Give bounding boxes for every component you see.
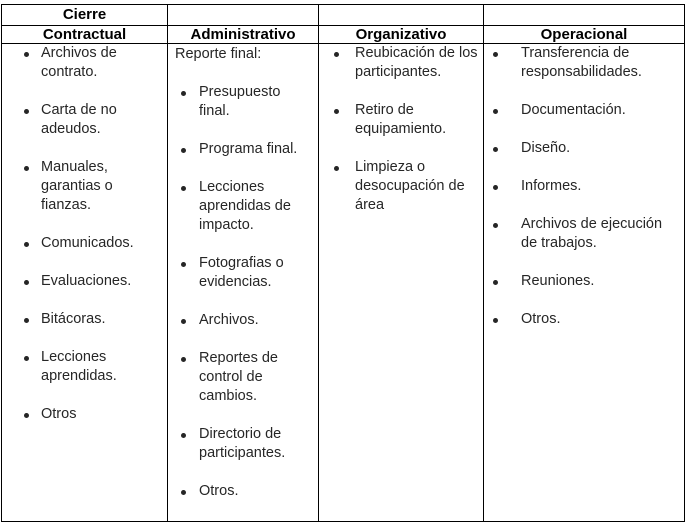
bullet-icon (24, 166, 29, 171)
list-item (2, 405, 167, 424)
list-item-text: Limpieza o desocupación de área (355, 159, 465, 213)
bullet-icon (181, 433, 186, 438)
list-item-text: Informes. (521, 178, 582, 194)
administrativo-cell (168, 44, 319, 522)
list-item (484, 177, 684, 196)
list-item (2, 44, 167, 82)
header-operacional: Operacional (484, 26, 685, 44)
list-item-text: Reportes de control de cambios. (199, 350, 278, 404)
bullet-icon (181, 91, 186, 96)
bullet-icon (24, 52, 29, 57)
contractual-cell (2, 44, 168, 522)
bullet-icon (181, 357, 186, 362)
list-item-text: Lecciones aprendidas. (41, 349, 117, 384)
bullet-icon (493, 223, 498, 228)
administrativo-intro: Reporte final: (175, 46, 262, 62)
bullet-icon (24, 280, 29, 285)
list-item-text: Lecciones aprendidas de impacto. (199, 179, 291, 233)
list-item (484, 139, 684, 158)
administrativo-list (168, 83, 318, 501)
list-item (2, 272, 167, 291)
list-item-text: Reubicación de los participantes. (355, 45, 478, 80)
header-blank-2 (319, 5, 484, 26)
list-item-text: Otros. (199, 483, 239, 499)
list-item (2, 234, 167, 253)
header-administrativo: Administrativo (168, 26, 319, 44)
list-item (168, 311, 318, 330)
header-cierre: Cierre (2, 5, 168, 26)
bullet-icon (24, 356, 29, 361)
bullet-icon (181, 319, 186, 324)
contractual-list (2, 44, 167, 424)
list-item (168, 140, 318, 159)
list-item-text: Evaluaciones. (41, 273, 132, 289)
list-item-text: Comunicados. (41, 235, 134, 251)
operacional-cell (484, 44, 685, 522)
list-item (168, 178, 318, 235)
bullet-icon (24, 109, 29, 114)
list-item-text: Fotografias o evidencias. (199, 255, 284, 290)
list-item-text: Otros. (521, 311, 561, 327)
closure-table (1, 4, 685, 522)
list-item (168, 482, 318, 501)
list-item (484, 215, 684, 253)
header-blank-1 (168, 5, 319, 26)
list-item (2, 310, 167, 329)
list-item (484, 101, 684, 120)
list-item (484, 310, 684, 329)
list-item-text: Documentación. (521, 102, 626, 118)
bullet-icon (181, 186, 186, 191)
operacional-list (484, 44, 684, 329)
list-item-text: Programa final. (199, 141, 298, 157)
list-item (484, 272, 684, 291)
organizativo-cell (319, 44, 484, 522)
bullet-icon (493, 280, 498, 285)
bullet-icon (24, 413, 29, 418)
list-item-text: Reuniones. (521, 273, 595, 289)
bullet-icon (334, 166, 339, 171)
bullet-icon (493, 147, 498, 152)
list-item (2, 158, 167, 215)
list-item-text: Diseño. (521, 140, 571, 156)
bullet-icon (493, 52, 498, 57)
list-item (168, 83, 318, 121)
list-item-text: Archivos. (199, 312, 259, 328)
bullet-icon (181, 148, 186, 153)
list-item-text: Bitácoras. (41, 311, 106, 327)
bullet-icon (334, 109, 339, 114)
header-organizativo: Organizativo (319, 26, 484, 44)
bullet-icon (24, 242, 29, 247)
list-item-text: Carta de no adeudos. (41, 102, 117, 137)
list-item-text: Directorio de participantes. (199, 426, 286, 461)
list-item-text: Archivos de contrato. (41, 45, 117, 80)
list-item-text: Retiro de equipamiento. (355, 102, 447, 137)
bullet-icon (181, 490, 186, 495)
list-item-text: Manuales, garantias o fianzas. (41, 159, 113, 213)
list-item (168, 425, 318, 463)
bullet-icon (493, 109, 498, 114)
header-contractual: Contractual (2, 26, 168, 44)
bullet-icon (24, 318, 29, 323)
list-item-text: Otros (41, 406, 77, 422)
bullet-icon (493, 185, 498, 190)
list-item (319, 44, 483, 82)
organizativo-list (319, 44, 483, 215)
list-item (484, 44, 684, 82)
list-item-text: Presupuesto final. (199, 84, 281, 119)
list-item (2, 348, 167, 386)
list-item (168, 349, 318, 406)
list-item (2, 101, 167, 139)
list-item-text: Transferencia de responsabilidades. (521, 45, 642, 80)
header-blank-3 (484, 5, 685, 26)
list-item (319, 158, 483, 215)
list-item (168, 254, 318, 292)
bullet-icon (493, 318, 498, 323)
bullet-icon (181, 262, 186, 267)
bullet-icon (334, 52, 339, 57)
list-item-text: Archivos de ejecución de trabajos. (521, 216, 663, 251)
list-item (319, 101, 483, 139)
